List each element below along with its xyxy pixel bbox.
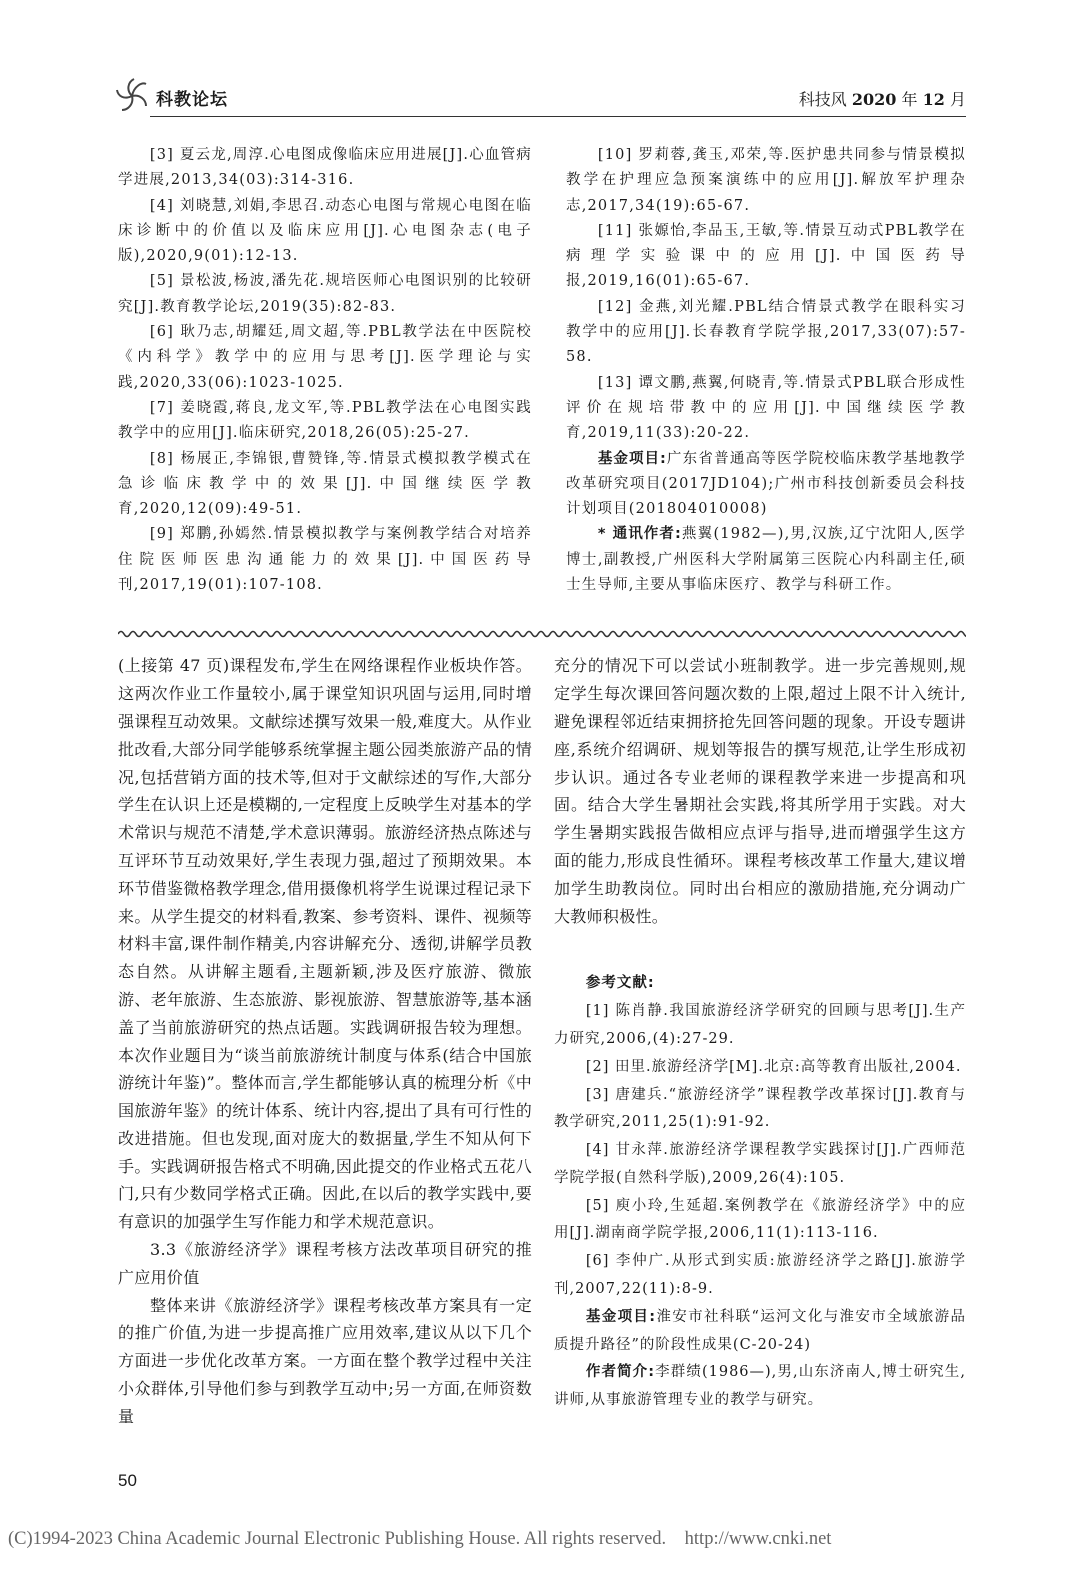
reference-item: [1] 陈肖静.我国旅游经济学研究的回顾与思考[J].生产力研究,2006,(4):27-29. xyxy=(554,1003,966,1047)
reference-item: [12] 金燕,刘光耀.PBL结合情景式教学在眼科实习教学中的应用[J].长春教育学院学报,2017,33(07):57-58. xyxy=(566,298,966,366)
journal-section-title: 科教论坛 xyxy=(156,90,228,110)
continued-from-note: (上接第 47 页) xyxy=(118,656,230,676)
header-rule xyxy=(150,116,966,117)
references-section xyxy=(554,970,966,1415)
prev-article-references-right xyxy=(566,143,966,598)
issue-year: 2020 xyxy=(851,90,897,109)
author-label: * 通讯作者: xyxy=(597,526,682,543)
fund-text: 广东省普通高等医学院校临床教学基地教学改革研究项目(2017JD104);广州市科技创新委员会科技计划项目(201804010008) xyxy=(566,450,966,518)
body-paragraph: 充分的情况下可以尝试小班制教学。进一步完善规则,规定学生每次课回答问题次数的上限,超过上限不计入统计,避免课程邻近结束拥挤抢先回答问题的现象。开设专题讲座,系统介绍调研、规划等报告的撰写规范,让学生形成初步认识。通过各专业老师的课程教学来进一步提高和巩固。结合大学生暑期社会实践,将其所学用于实践。对大学生暑期实践报告做相应点评与指导,进而增强学生这方面的能力,形成良性循环。课程考核改革工作量大,建议增加学生助教岗位。同时出台相应的激励措施,充分调动广大教师积极性。 xyxy=(554,656,966,926)
reference-item: [3] 唐建兵.“旅游经济学”课程教学改革探讨[J].教育与教学研究,2011,25(1):91-92. xyxy=(554,1086,966,1131)
article-body-left xyxy=(118,652,532,1430)
page-header xyxy=(118,72,966,116)
body-paragraph: (上接第 47 页)课程发布,学生在网络课程作业板块作答。这两次作业工作量较小,属于课堂知识巩固与运用,同时增强课程互动效果。文献综述撰写效果一般,难度大。从作业批改看,大部分同学能够系统掌握主题公园类旅游产品的情况,包括营销方面的技术等,但对于文献综述的写作,大部分学生在认识上还是模糊的,一定程度上反映学生对基本的学术常识与规范不清楚,学术意识薄弱。旅游经济热点陈述与互评环节互动效果好,学生表现力强,超过了预期效果。本环节借鉴微格教学理念,借用摄像机将学生说课过程记录下来。从学生提交的材料看,教案、参考资料、课件、视频等材料丰富,课件制作精美,内容讲解充分、透彻,讲解学员教态自然。从讲解主题看,主题新颖,涉及医疗旅游、微旅游、老年旅游、生态旅游、影视旅游、智慧旅游等,基本涵盖了当前旅游研究的热点话题。实践调研报告较为理想。本次作业题目为“谈当前旅游统计制度与体系(结合中国旅游统计年鉴)”。整体而言,学生都能够认真的梳理分析《中国旅游年鉴》的统计体系、统计内容,提出了具有可行性的改进措施。但也发现,面对庞大的数据量,学生不知从何下手。实践调研报告格式不明确,因此提交的作业格式五花八门,只有少数同学格式正确。因此,在以后的教学实践中,要有意识的加强学生写作能力和学术规范意识。 xyxy=(118,656,532,1232)
prev-article-references-left xyxy=(118,143,532,598)
reference-item: [11] 张嫄怡,李品玉,王敏,等.情景互动式PBL教学在病理学实验课中的应用[J].中国医药导报,2019,16(01):65-67. xyxy=(566,222,966,290)
fund-label: 基金项目: xyxy=(585,1308,657,1325)
month-unit: 月 xyxy=(949,90,966,109)
reference-item: [4] 甘永萍.旅游经济学课程教学实践探讨[J].广西师范学院学报(自然科学版),2009,26(4):105. xyxy=(554,1142,966,1186)
year-unit: 年 xyxy=(901,90,918,109)
author-text: 李群绩(1986—),男,山东济南人,博士研究生,讲师,从事旅游管理专业的教学与研究。 xyxy=(554,1364,966,1409)
reference-item: [7] 姜晓霞,蒋良,龙文军,等.PBL教学法在心电图实践教学中的应用[J].临床研究,2018,26(05):25-27. xyxy=(118,399,532,442)
section-heading: 3.3《旅游经济学》课程考核方法改革项目研究的推广应用价值 xyxy=(118,1240,532,1287)
fund-note xyxy=(566,447,966,523)
author-bio xyxy=(554,1359,966,1415)
reference-item: [2] 田里.旅游经济学[M].北京:高等教育出版社,2004. xyxy=(585,1058,962,1075)
author-label: 作者简介: xyxy=(585,1364,656,1381)
fund-label: 基金项目: xyxy=(597,450,667,467)
wavy-divider xyxy=(118,626,966,642)
fund-note xyxy=(554,1304,966,1360)
reference-item: [9] 郑鹏,孙嫣然.情景模拟教学与案例教学结合对培养住院医师医患沟通能力的效果[J].中国医药导刊,2017,19(01):107-108. xyxy=(118,526,532,594)
copyright-notice: (C)1994-2023 China Academic Journal Electronic Publishing House. All rights reserved. http://www.cnki.net xyxy=(8,1528,832,1549)
page-number: 50 xyxy=(118,1470,137,1490)
reference-item: [10] 罗莉蓉,龚玉,邓荣,等.医护患共同参与情景模拟教学在护理应急预案演练中的应用[J].解放军护理杂志,2017,34(19):65-67. xyxy=(566,147,966,214)
article-body-right xyxy=(554,652,966,1415)
article-body xyxy=(118,652,966,1430)
reference-item: [8] 杨展正,李锦银,曹赞锋,等.情景式模拟教学模式在急诊临床教学中的效果[J].中国继续医学教育,2020,12(09):49-51. xyxy=(118,450,532,518)
reference-item: [3] 夏云龙,周淳.心电图成像临床应用进展[J].心血管病学进展,2013,34(03):314-316. xyxy=(118,147,532,189)
journal-logo-icon xyxy=(112,76,152,116)
reference-item: [6] 耿乃志,胡耀廷,周文超,等.PBL教学法在中医院校《内科学》教学中的应用与思考[J].医学理论与实践,2020,33(06):1023-1025. xyxy=(118,324,532,391)
reference-item: [13] 谭文鹏,燕翼,何晓青,等.情景式PBL联合形成性评价在规培带教中的应用[J].中国继续医学教育,2019,11(33):20-22. xyxy=(566,374,966,442)
body-paragraph: 整体来讲《旅游经济学》课程考核改革方案具有一定的推广价值,为进一步提高推广应用效率,建议从以下几个方面进一步优化改革方案。一方面在整个教学过程中关注小众群体,引导他们参与到教学互动中;另一方面,在师资数量 xyxy=(118,1295,532,1426)
journal-issue xyxy=(799,87,966,110)
reference-item: [5] 庾小玲,生延超.案例教学在《旅游经济学》中的应用[J].湖南商学院学报,2006,11(1):113-116. xyxy=(554,1197,966,1242)
corresponding-author-note xyxy=(566,522,966,598)
author-text: 燕翼(1982—),男,汉族,辽宁沈阳人,医学博士,副教授,广州医科大学附属第三医院心内科副主任,硕士生导师,主要从事临床医疗、教学与科研工作。 xyxy=(566,526,966,594)
fund-text: 淮安市社科联“运河文化与淮安市全域旅游品质提升路径”的阶段性成果(C-20-24) xyxy=(554,1308,966,1353)
journal-name: 科技风 xyxy=(798,90,847,109)
reference-item: [5] 景松波,杨波,潘先花.规培医师心电图识别的比较研究[J].教育教学论坛,2019(35):82-83. xyxy=(118,273,532,315)
reference-item: [4] 刘晓慧,刘娟,李思召.动态心电图与常规心电图在临床诊断中的价值以及临床应用[J].心电图杂志(电子版),2020,9(01):12-13. xyxy=(118,197,532,265)
reference-item: [6] 李仲广.从形式到实质:旅游经济学之路[J].旅游学刊,2007,22(11):8-9. xyxy=(554,1253,966,1298)
prev-article-references xyxy=(118,143,966,598)
issue-month: 12 xyxy=(922,90,945,109)
references-heading: 参考文献: xyxy=(585,975,655,992)
